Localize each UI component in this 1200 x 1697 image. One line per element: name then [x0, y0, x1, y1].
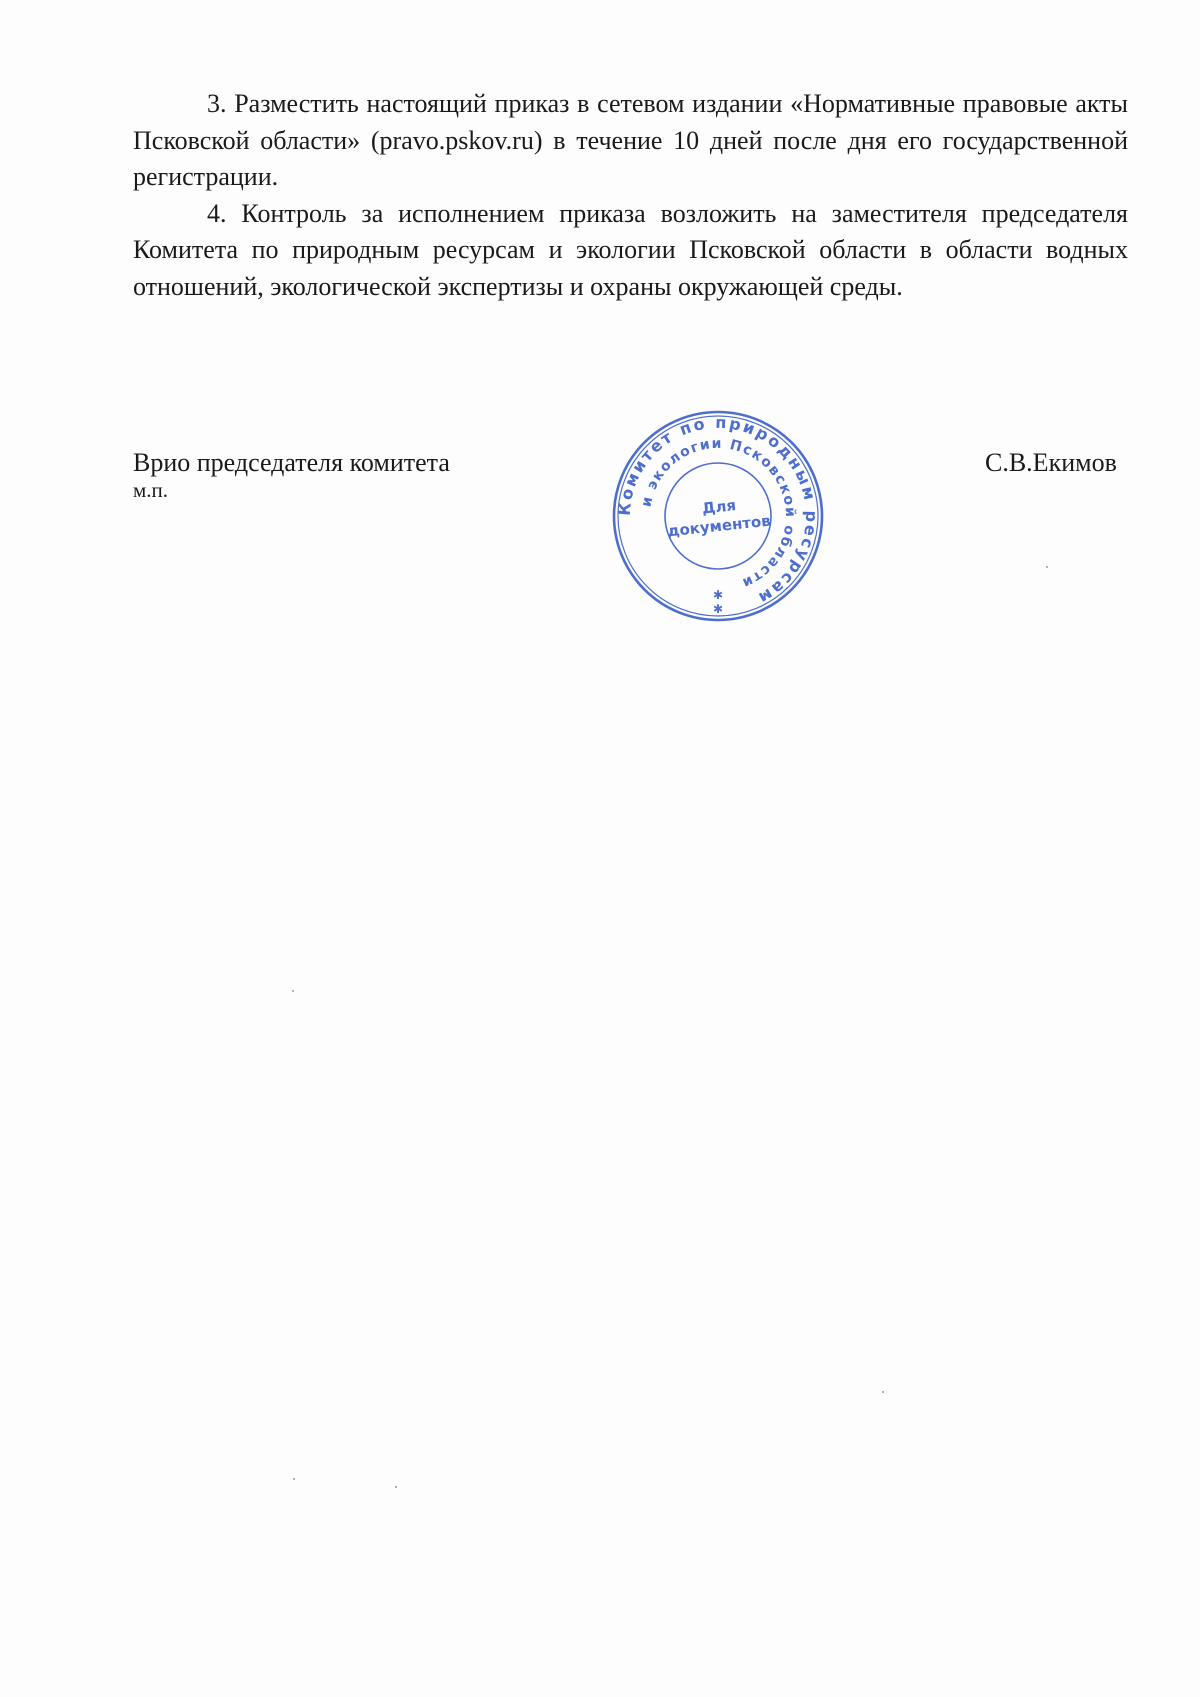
- scan-speck: [293, 1478, 295, 1480]
- stamp-star-icon: ✱: [712, 588, 724, 602]
- paragraph-3: 3. Разместить настоящий приказ в сетевом издании «Нормативные правовые акты Псковской области» (pravo.pskov.ru) в течение 10 дней после дня его государственной регистрации.: [133, 89, 1128, 191]
- stamp-inner-text: и экологии Псковской области: [638, 435, 799, 592]
- document-body: [133, 86, 1128, 305]
- scan-speck: [882, 1391, 884, 1393]
- scan-speck: [1046, 566, 1048, 568]
- signature-title: Врио председателя комитета: [133, 448, 450, 477]
- stamp-center-line2: документов: [666, 511, 772, 541]
- stamp-seal-icon: [608, 406, 828, 626]
- signatory-name: С.В.Екимов: [985, 448, 1117, 477]
- official-stamp: [608, 406, 828, 626]
- stamp-center-line1: Для: [701, 496, 737, 518]
- scan-speck: [395, 1486, 397, 1488]
- stamp-star-icon: ✱: [712, 602, 724, 616]
- paragraph-4: 4. Контроль за исполнением приказа возложить на заместителя председателя Комитета по природным ресурсам и экологии Псковской области в области водных отношений, экологической экспертизы и охраны окружающей среды.: [133, 198, 1128, 301]
- stamp-outer-text: Комитет по природным ресурсам: [614, 412, 822, 609]
- scan-speck: [292, 990, 294, 992]
- seal-place-label: м.п.: [133, 478, 169, 502]
